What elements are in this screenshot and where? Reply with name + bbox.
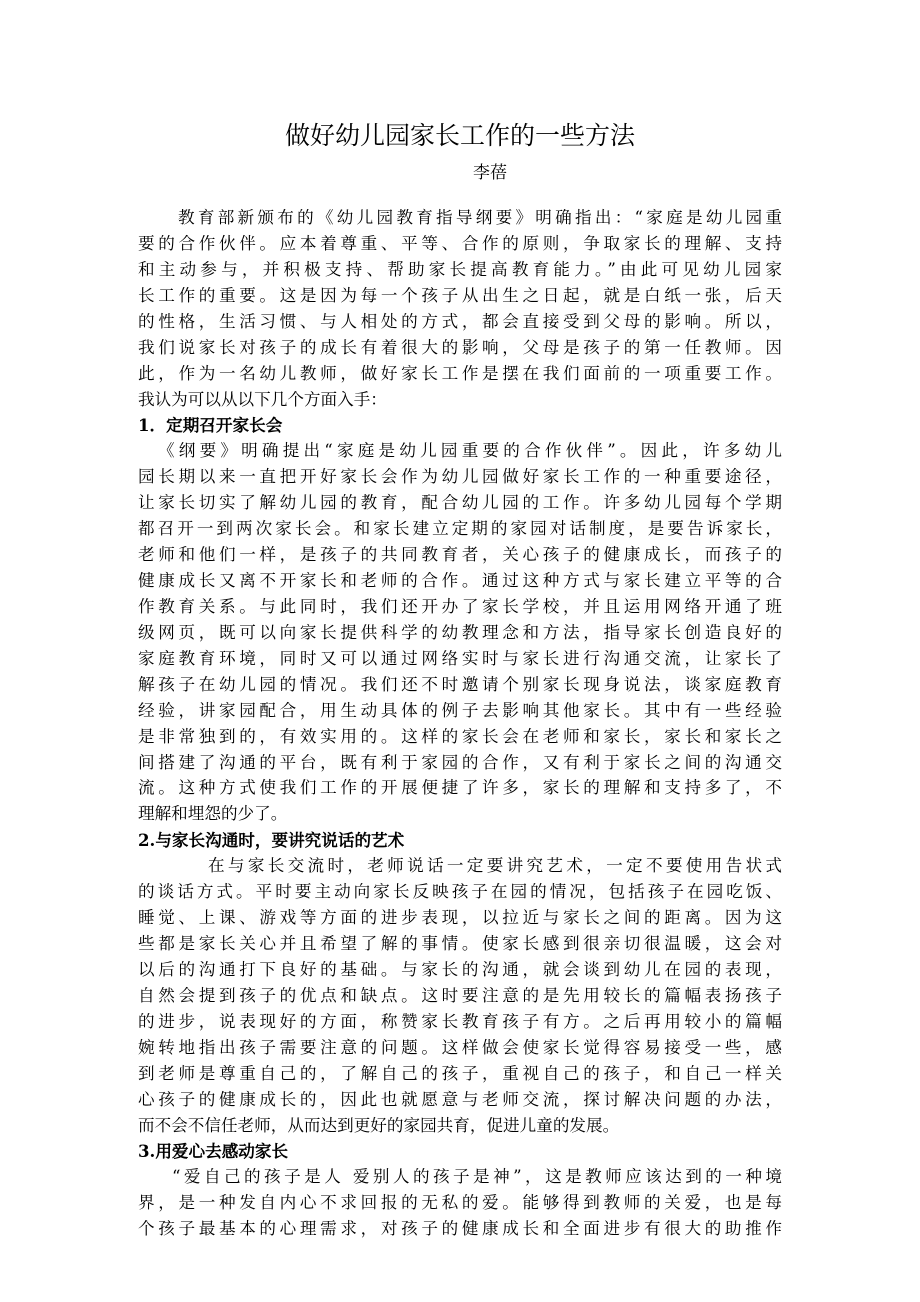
section-heading: 1．定期召开家长会 [138, 415, 283, 436]
text-line: 婉转地指出孩子需要注意的问题。这样做会使家长觉得容易接受一些，感 [138, 1037, 782, 1057]
text-line: 长工作的重要。这是因为每一个孩子从出生之日起，就是白纸一张，后天 [138, 285, 782, 305]
document-title: 做好幼儿园家长工作的一些方法 [284, 121, 635, 150]
text-line: 健康成长又离不开家长和老师的合作。通过这种方式与家长建立平等的合 [138, 571, 782, 591]
text-line: 家庭教育环境，同时又可以通过网络实时与家长进行沟通交流，让家长了 [138, 648, 782, 668]
text-line: 作教育关系。与此同时，我们还开办了家长学校，并且运用网络开通了班 [138, 596, 782, 616]
text-line: 我们说家长对孩子的成长有着很大的影响，父母是孩子的第一任教师。因 [138, 337, 782, 357]
text-line: 些都是家长关心并且希望了解的事情。使家长感到很亲切很温暖，这会对 [138, 934, 782, 954]
text-line: 都召开一到两次家长会。和家长建立定期的家园对话制度，是要告诉家长， [138, 519, 782, 539]
text-line: 我认为可以从以下几个方面入手： [138, 389, 387, 409]
text-line: 自然会提到孩子的优点和缺点。这时要注意的是先用较长的篇幅表扬孩子 [138, 985, 782, 1005]
text-line: 到老师是尊重自己的，了解自己的孩子，重视自己的孩子，和自己一样关 [138, 1063, 782, 1083]
text-line: 而不会不信任老师，从而达到更好的家园共育，促进儿童的发展。 [138, 1115, 620, 1135]
text-line: 老师和他们一样，是孩子的共同教育者，关心孩子的健康成长，而孩子的 [138, 545, 782, 565]
text-line: 园长期以来一直把开好家长会作为幼儿园做好家长工作的一种重要途径， [138, 467, 782, 487]
text-line: 睡觉、上课、游戏等方面的进步表现，以拉近与家长之间的距离。因为这 [138, 908, 782, 928]
text-line: 要的合作伙伴。应本着尊重、平等、合作的原则，争取家长的理解、支持 [138, 233, 782, 253]
text-line: 此，作为一名幼儿教师，做好家长工作是摆在我们面前的一项重要工作。 [138, 363, 782, 383]
text-line: 级网页，既可以向家长提供科学的幼教理念和方法，指导家长创造良好的 [138, 622, 782, 642]
section-heading: 2.与家长沟通时，要讲究说话的艺术 [138, 830, 405, 851]
text-line: “爱自己的孩子是人 爱别人的孩子是神”，这是教师应该达到的一种境 [172, 1167, 782, 1187]
text-line: 间搭建了沟通的平台，既有利于家园的合作，又有利于家长之间的沟通交 [138, 752, 782, 772]
text-line: 教育部新颁布的《幼儿园教育指导纲要》明确指出：“家庭是幼儿园重 [178, 208, 782, 227]
text-line: 的谈话方式。平时要主动向家长反映孩子在园的情况，包括孩子在园吃饭、 [138, 882, 782, 902]
text-line: 是非常独到的，有效实用的。这样的家长会在老师和家长，家长和家长之 [138, 726, 782, 746]
text-line: 的进步，说表现好的方面，称赞家长教育孩子有方。之后再用较小的篇幅 [138, 1011, 782, 1031]
text-line: 在与家长交流时，老师说话一定要讲究艺术，一定不要使用告状式 [208, 856, 782, 876]
text-line: 《纲要》明确提出“家庭是幼儿园重要的合作伙伴”。因此，许多幼儿 [158, 441, 782, 461]
text-line: 流。这种方式使我们工作的开展便捷了许多，家长的理解和支持多了，不 [138, 778, 782, 798]
author-name: 李蓓 [473, 163, 507, 183]
text-line: 心孩子的健康成长的，因此也就愿意与老师交流，探讨解决问题的办法， [138, 1089, 782, 1109]
text-line: 的性格，生活习惯、与人相处的方式，都会直接受到父母的影响。所以， [138, 311, 782, 331]
text-line: 界，是一种发自内心不求回报的无私的爱。能够得到教师的关爱，也是每 [138, 1193, 782, 1213]
text-line: 理解和埋怨的少了。 [138, 804, 288, 824]
text-line: 以后的沟通打下良好的基础。与家长的沟通，就会谈到幼儿在园的表现， [138, 959, 782, 979]
text-line: 和主动参与，并积极支持、帮助家长提高教育能力。”由此可见幼儿园家 [138, 259, 782, 279]
text-line: 让家长切实了解幼儿园的教育，配合幼儿园的工作。许多幼儿园每个学期 [138, 493, 782, 513]
section-heading: 3.用爱心去感动家长 [138, 1141, 289, 1162]
text-line: 解孩子在幼儿园的情况。我们还不时邀请个别家长现身说法，谈家庭教育 [138, 674, 782, 694]
text-line: 个孩子最基本的心理需求，对孩子的健康成长和全面进步有很大的助推作 [138, 1219, 782, 1239]
text-line: 经验，讲家园配合，用生动具体的例子去影响其他家长。其中有一些经验 [138, 700, 782, 720]
